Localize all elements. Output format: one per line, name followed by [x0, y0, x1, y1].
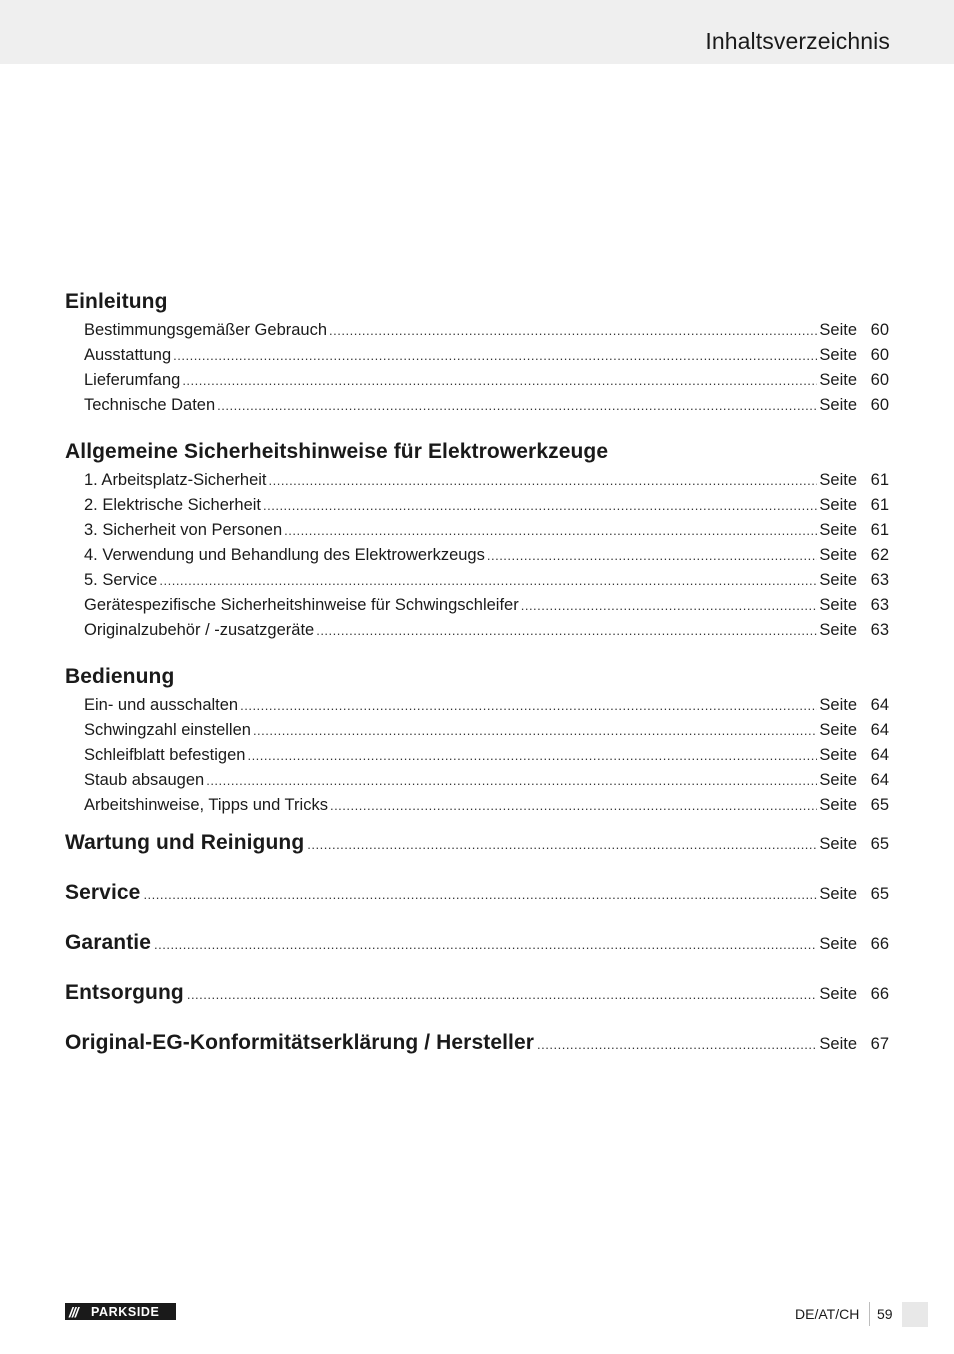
entry-page: 64 [870, 771, 889, 789]
toc-entry[interactable] [65, 368, 889, 393]
seite-label: Seite [819, 396, 857, 414]
dot-leader [253, 718, 817, 743]
dot-leader [247, 743, 817, 768]
entry-label: Wartung und Reinigung [65, 831, 305, 854]
toc-entry[interactable] [65, 743, 889, 768]
dot-leader [187, 970, 818, 1020]
dot-leader [329, 318, 817, 343]
entry-label: Garantie [65, 931, 151, 954]
seite-label: Seite [819, 321, 857, 339]
entry-label: Bestimmungsgemäßer Gebrauch [84, 321, 328, 339]
entry-page: 60 [870, 396, 889, 414]
dot-leader [154, 920, 817, 970]
footer-locale: DE/AT/CH [795, 1306, 860, 1322]
entry-page: 64 [870, 746, 889, 764]
dot-leader [217, 393, 817, 418]
seite-label: Seite [819, 835, 857, 853]
toc-entry[interactable] [65, 543, 889, 568]
section-heading: Bedienung [65, 665, 175, 688]
seite-label: Seite [819, 935, 857, 953]
entry-page: 61 [870, 521, 889, 539]
toc-entry[interactable] [65, 343, 889, 368]
entry-page: 63 [870, 596, 889, 614]
section-heading: Einleitung [65, 290, 168, 313]
dot-leader [316, 618, 817, 643]
entry-page: 63 [870, 621, 889, 639]
logo-brand: PARKSIDE [91, 1304, 160, 1319]
dot-leader [143, 870, 817, 920]
entry-label: Lieferumfang [84, 371, 181, 389]
dot-leader [487, 543, 818, 568]
entry-page: 62 [870, 546, 889, 564]
entry-page: 66 [870, 935, 889, 953]
toc-entry[interactable] [65, 468, 889, 493]
seite-label: Seite [819, 371, 857, 389]
entry-page: 60 [870, 346, 889, 364]
entry-page: 64 [870, 696, 889, 714]
dot-leader [330, 793, 817, 818]
toc-section-bedienung [65, 661, 889, 818]
entry-label: Entsorgung [65, 981, 184, 1004]
footer-divider [869, 1302, 870, 1326]
toc-entry[interactable] [65, 568, 889, 593]
entry-page: 60 [870, 321, 889, 339]
seite-label: Seite [819, 596, 857, 614]
toc-entry[interactable] [65, 718, 889, 743]
seite-label: Seite [819, 496, 857, 514]
parkside-logo [65, 1303, 176, 1320]
seite-label: Seite [819, 985, 857, 1003]
entry-label: Original-EG-Konformitätserklärung / Hersteller [65, 1031, 535, 1054]
seite-label: Seite [819, 696, 857, 714]
toc-entry[interactable] [65, 768, 889, 793]
toc-main-entry-garantie[interactable] [65, 918, 889, 968]
dot-leader [206, 768, 817, 793]
toc-entry[interactable] [65, 793, 889, 818]
toc-main-entry-konformitaet[interactable] [65, 1018, 889, 1068]
seite-label: Seite [819, 346, 857, 364]
entry-page: 63 [870, 571, 889, 589]
seite-label: Seite [819, 521, 857, 539]
table-of-contents [65, 286, 889, 1068]
seite-label: Seite [819, 571, 857, 589]
toc-section-sicherheitshinweise [65, 436, 889, 643]
dot-leader [307, 820, 817, 870]
dot-leader [159, 568, 817, 593]
entry-label: 1. Arbeitsplatz-Sicherheit [84, 471, 267, 489]
page-title: Inhaltsverzeichnis [705, 28, 890, 54]
logo-slashes: /// [69, 1303, 78, 1320]
toc-entry[interactable] [65, 693, 889, 718]
toc-main-entry-service[interactable] [65, 868, 889, 918]
entry-label: Schleifblatt befestigen [84, 746, 246, 764]
dot-leader [182, 368, 817, 393]
entry-label: Service [65, 881, 141, 904]
dot-leader [521, 593, 818, 618]
entry-label: Technische Daten [84, 396, 216, 414]
entry-label: Ein- und ausschalten [84, 696, 239, 714]
dot-leader [269, 468, 818, 493]
dot-leader [537, 1020, 817, 1070]
seite-label: Seite [819, 621, 857, 639]
seite-label: Seite [819, 746, 857, 764]
entry-label: Arbeitshinweise, Tipps und Tricks [84, 796, 328, 814]
toc-entry[interactable] [65, 318, 889, 343]
entry-label: Gerätespezifische Sicherheitshinweise für Schwingschleifer [84, 596, 519, 614]
entry-label: 3. Sicherheit von Personen [84, 521, 283, 539]
dot-leader [240, 693, 817, 718]
entry-page: 61 [870, 496, 889, 514]
entry-label: 5. Service [84, 571, 158, 589]
header-band [0, 0, 954, 64]
seite-label: Seite [819, 1035, 857, 1053]
toc-entry[interactable] [65, 393, 889, 418]
seite-label: Seite [819, 885, 857, 903]
section-heading: Allgemeine Sicherheitshinweise für Elektrowerkzeuge [65, 440, 609, 463]
entry-label: Ausstattung [84, 346, 172, 364]
toc-entry[interactable] [65, 493, 889, 518]
toc-entry[interactable] [65, 518, 889, 543]
entry-page: 60 [870, 371, 889, 389]
seite-label: Seite [819, 771, 857, 789]
entry-label: Staub absaugen [84, 771, 205, 789]
footer-page-number: 59 [877, 1306, 893, 1322]
toc-entry[interactable] [65, 618, 889, 643]
entry-page: 64 [870, 721, 889, 739]
entry-page: 65 [870, 796, 889, 814]
footer-tab-marker [902, 1302, 928, 1327]
entry-label: 4. Verwendung und Behandlung des Elektrowerkzeugs [84, 546, 485, 564]
entry-page: 65 [870, 885, 889, 903]
entry-page: 61 [870, 471, 889, 489]
dot-leader [284, 518, 817, 543]
seite-label: Seite [819, 471, 857, 489]
entry-label: Schwingzahl einstellen [84, 721, 251, 739]
seite-label: Seite [819, 796, 857, 814]
seite-label: Seite [819, 546, 857, 564]
seite-label: Seite [819, 721, 857, 739]
entry-page: 66 [870, 985, 889, 1003]
toc-main-entry-entsorgung[interactable] [65, 968, 889, 1018]
entry-label: Originalzubehör / -zusatzgeräte [84, 621, 315, 639]
toc-section-einleitung [65, 286, 889, 418]
dot-leader [173, 343, 817, 368]
toc-entry[interactable] [65, 593, 889, 618]
entry-page: 67 [870, 1035, 889, 1053]
dot-leader [263, 493, 817, 518]
toc-main-entry-wartung[interactable] [65, 818, 889, 868]
entry-page: 65 [870, 835, 889, 853]
entry-label: 2. Elektrische Sicherheit [84, 496, 261, 514]
